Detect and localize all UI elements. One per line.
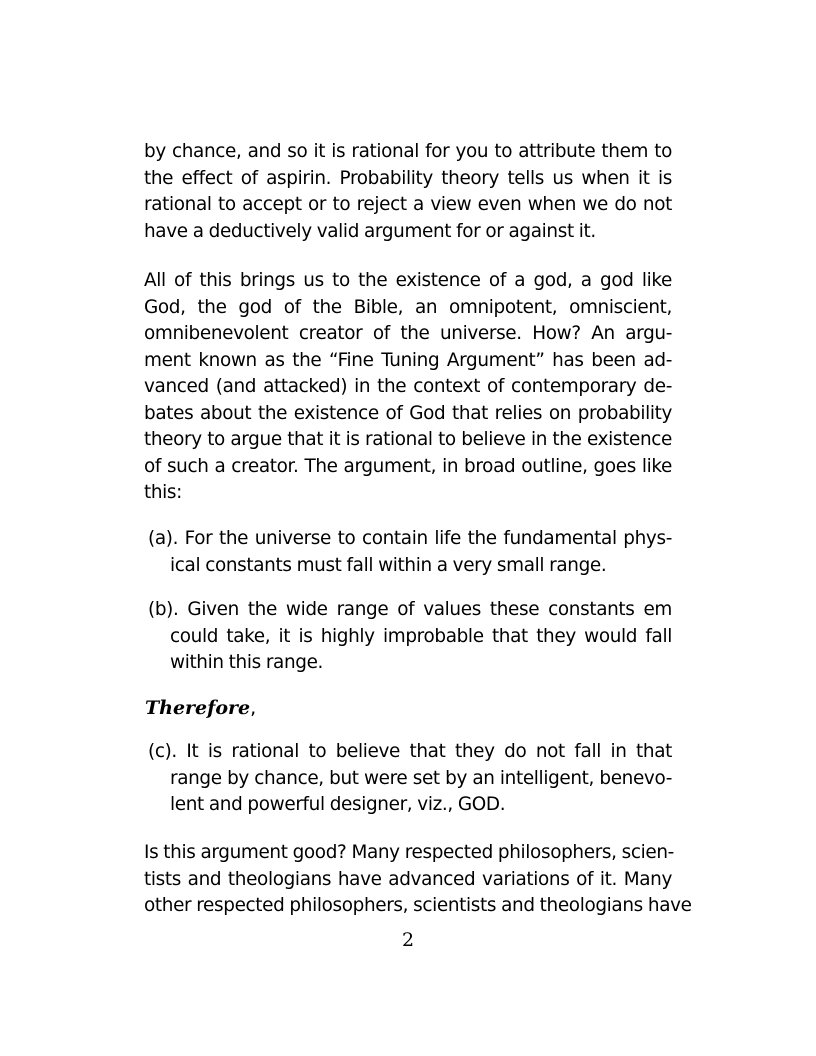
paragraph-line: by chance, and so it is rational for you to attribute them to <box>144 141 672 162</box>
conclusion-line: range by chance, but were set by an intelligent, benevo- <box>170 767 672 789</box>
therefore-word: Therefore <box>145 697 251 719</box>
paragraph-line: this: <box>144 482 183 503</box>
paragraph-line: tists and theologians have advanced variations of it. Many <box>144 868 672 890</box>
conclusion-c <box>148 739 672 819</box>
paragraph-line: vanced (and attacked) in the context of contemporary de- <box>144 376 672 397</box>
conclusion-line: lent and powerful designer, viz., GOD. <box>170 794 506 815</box>
paragraph-line: have a deductively valid argument for or against it. <box>144 220 596 242</box>
paragraph-line: ment known as the “Fine Tuning Argument” has been ad- <box>144 349 672 371</box>
paragraph-line: God, the god of the Bible, an omnipotent, omniscient, <box>144 296 672 318</box>
paragraph-line: of such a creator. The argument, in broad outline, goes like <box>144 455 672 477</box>
paragraph-line: theory to argue that it is rational to believe in the existence <box>144 429 672 450</box>
paragraph-line: All of this brings us to the existence of a god, a god like <box>144 270 672 291</box>
paragraph-line: omnibenevolent creator of the universe. How? An argu- <box>144 323 672 344</box>
paragraph-line: Is this argument good? Many respected philosophers, scien- <box>144 842 674 863</box>
conclusion-line: (c). It is rational to believe that they do not fall in that <box>148 741 672 762</box>
paragraph-2 <box>144 268 672 507</box>
paragraph-line: rational to accept or to reject a view even when we do not <box>144 194 672 215</box>
premise-a <box>148 526 672 579</box>
paragraph-3 <box>144 840 692 920</box>
premise-line: within this range. <box>170 652 324 673</box>
paragraph-1 <box>144 139 672 245</box>
premise-line: (a). For the universe to contain life the fundamental phys- <box>148 528 672 549</box>
premise-line: ical constants must fall within a very small range. <box>170 554 607 576</box>
therefore-label <box>145 695 256 721</box>
paragraph-line: other respected philosophers, scientists and theologians have <box>144 895 692 916</box>
premise-line: (b). Given the wide range of values these constants em <box>148 599 672 620</box>
therefore-punct: , <box>250 697 257 719</box>
paragraph-line: bates about the existence of God that relies on probability <box>144 402 672 424</box>
premise-b <box>148 597 672 677</box>
premise-line: could take, it is highly improbable that they would fall <box>170 625 672 647</box>
page-number: 2 <box>401 929 415 951</box>
paragraph-line: the effect of aspirin. Probability theory tells us when it is <box>144 167 672 189</box>
